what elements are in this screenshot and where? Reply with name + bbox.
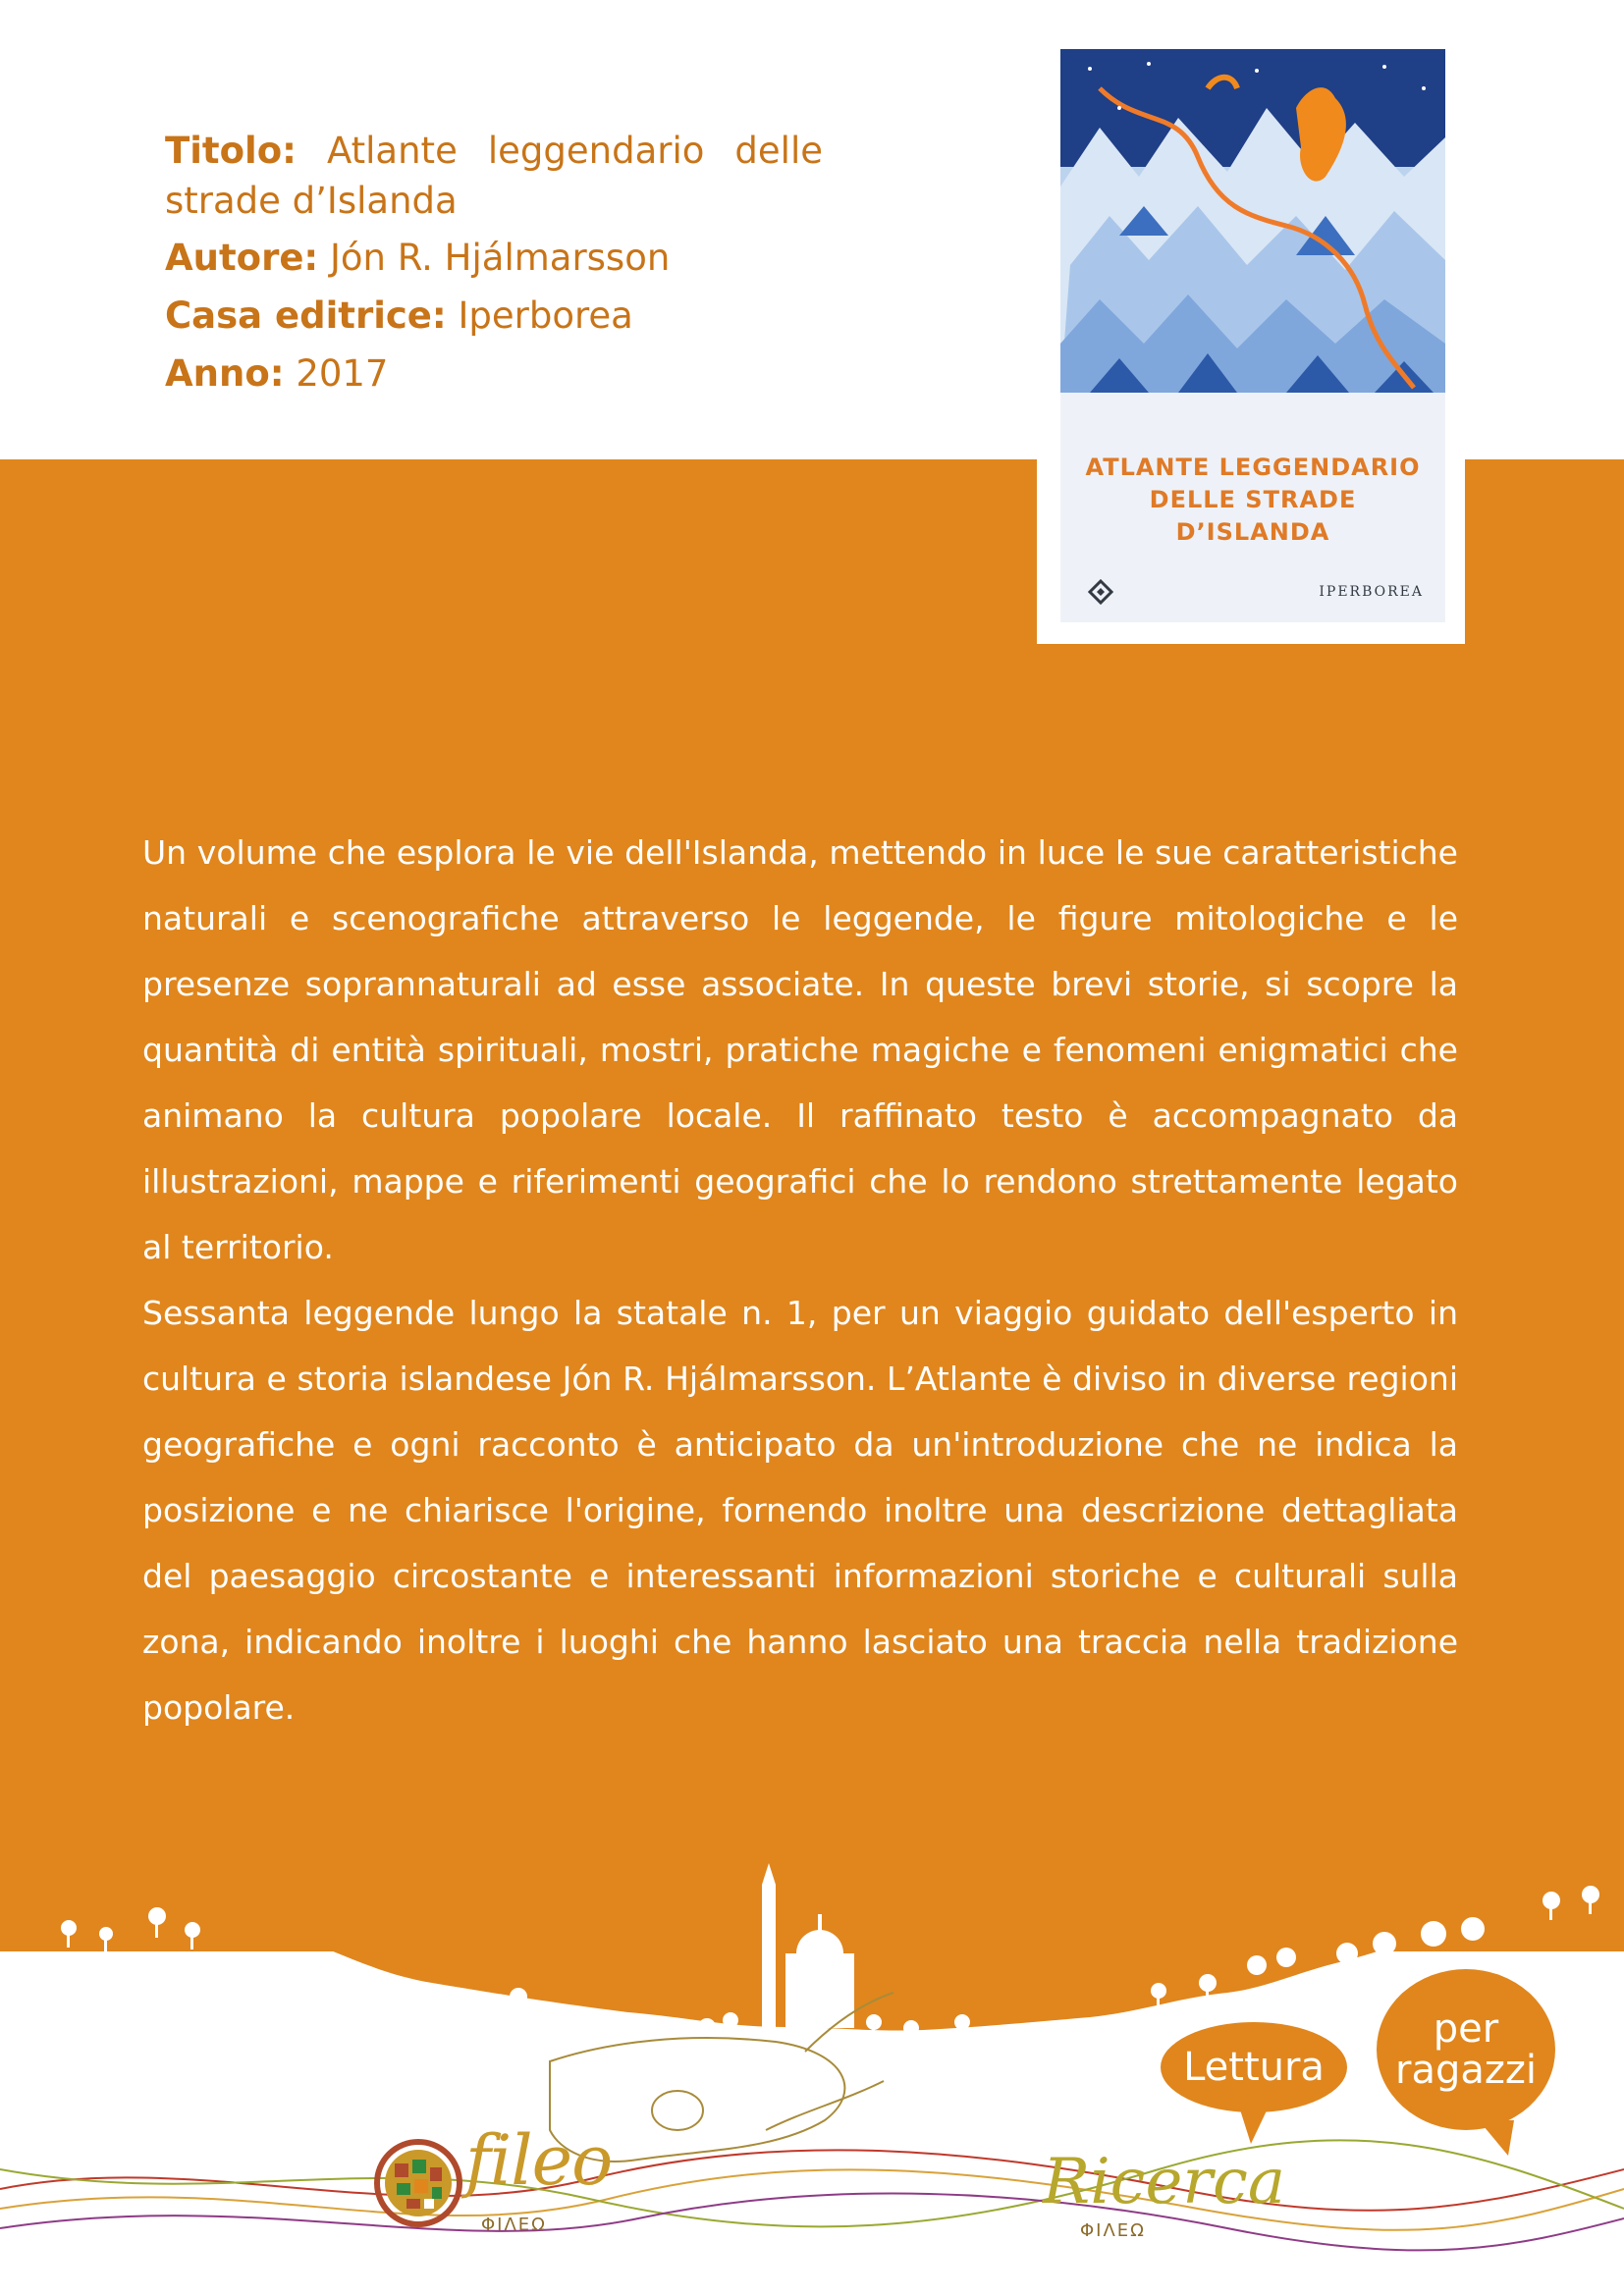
author-value: Jón R. Hjálmarsson	[330, 237, 671, 280]
publisher-row	[165, 294, 823, 338]
cover-title-line-1: ATLANTE LEGGENDARIO	[1085, 454, 1421, 481]
title-row	[165, 126, 823, 226]
fileo-logo-icon	[373, 2138, 463, 2228]
year-label: Anno:	[165, 352, 285, 396]
description-paragraph-1: Un volume che esplora le vie dell'Islanda, mettendo in luce le sue caratteristiche naturali e scenografiche attraverso le leggende, le figure mitologiche e le presenze soprannaturali ad esse associate. In queste brevi storie, si scopre la quantità di entità spirituali, mostri, pratiche magiche e fenomeni enigmatici che animano la cultura popolare locale. Il raffinato testo è accompagnato da illustrazioni, mappe e riferimenti geografici che lo rendono strettamente legato al territorio.	[142, 833, 1458, 1266]
book-description	[142, 820, 1458, 1740]
per-label: per	[1433, 2006, 1499, 2052]
cover-title-line-2: DELLE STRADE	[1149, 486, 1357, 514]
cover-title-line-3: D’ISLANDA	[1175, 518, 1330, 547]
book-metadata	[165, 126, 823, 413]
ragazzi-label: ragazzi	[1395, 2048, 1537, 2093]
year-row	[165, 352, 823, 396]
title-value: Atlante leggendario delle strade d’Islanda	[165, 130, 823, 223]
fileo-logo-subtitle: ΦΙΛΕΩ	[481, 2215, 547, 2235]
ricerca-logo-subtitle: ΦΙΛΕΩ	[1080, 2220, 1146, 2241]
publisher-logo-icon	[1088, 579, 1113, 605]
book-cover-frame	[1037, 37, 1465, 644]
per-ragazzi-speech-bubble	[1377, 1969, 1555, 2130]
cover-publisher: IPERBOREA	[1319, 584, 1424, 600]
lettura-bubble-tail	[1239, 2107, 1269, 2144]
cover-illustration	[1060, 49, 1445, 393]
footer-threads	[0, 2140, 1624, 2250]
publisher-label: Casa editrice:	[165, 294, 447, 338]
title-label: Titolo:	[165, 130, 297, 172]
author-label: Autore:	[165, 237, 319, 280]
description-paragraph-2: Sessanta leggende lungo la statale n. 1, per un viaggio guidato dell'esperto in cultura e storia islandese Jón R. Hjálmarsson. L’Atlante è diviso in diverse regioni geografiche e ogni racconto è anticipato da un'introduzione che ne indica la posizione e ne chiarisce l'origine, fornendo inoltre una descrizione dettagliata del paesaggio circostante e interessanti informazioni storiche e culturali sulla zona, indicando inoltre i luoghi che hanno lasciato una traccia nella tradizione popolare.	[142, 1294, 1458, 1727]
per-ragazzi-label	[1395, 2008, 1537, 2091]
fileo-logo-text: fileo	[465, 2120, 613, 2201]
year-value: 2017	[296, 352, 389, 396]
lettura-speech-bubble	[1161, 2022, 1347, 2112]
lettura-label: Lettura	[1183, 2045, 1325, 2090]
author-row	[165, 237, 823, 280]
ricerca-logo-text: Ricerca	[1043, 2146, 1285, 2218]
cover-title	[1060, 452, 1445, 549]
book-cover	[1060, 49, 1445, 622]
per-ragazzi-bubble-tail	[1479, 2120, 1514, 2156]
publisher-value: Iperborea	[458, 294, 633, 338]
